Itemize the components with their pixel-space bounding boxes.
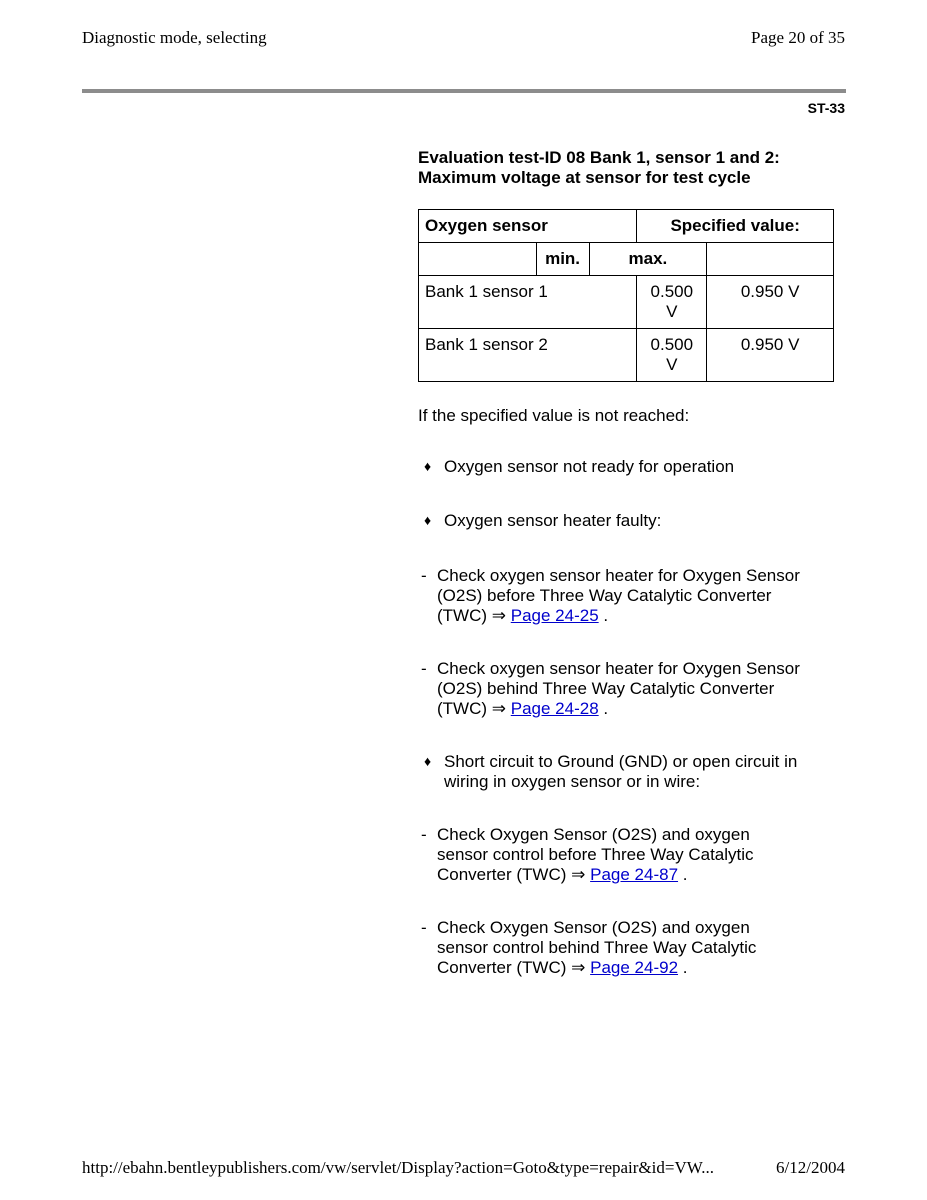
col-header-spec: Specified value: [637,210,834,243]
arrow-icon: ⇒ [491,606,507,625]
page-link[interactable]: Page 24-25 [510,606,599,625]
list-item: - Check Oxygen Sensor (O2S) and oxygen sensor control before Three Way Catalytic Converter (TWC) ⇒ Page 24-87 . [421,825,754,884]
list-item: - Check Oxygen Sensor (O2S) and oxygen sensor control behind Three Way Catalytic Converter (TWC) ⇒ Page 24-92 . [421,918,757,977]
dash-marker: - [421,918,427,937]
max-value: 0.950 V [707,329,834,382]
col-header-min: min. [536,243,589,276]
diamond-bullet-icon: ♦ [424,512,432,528]
list-item: ♦ Oxygen sensor not ready for operation [424,457,735,476]
diamond-bullet-icon: ♦ [424,753,432,769]
page-link[interactable]: Page 24-87 [590,865,679,884]
condition-note: If the specified value is not reached: [418,406,690,425]
dash-marker: - [421,566,427,585]
empty-cell [707,243,834,276]
dash-marker: - [421,659,427,678]
list-item: - Check oxygen sensor heater for Oxygen Sensor (O2S) behind Three Way Catalytic Converter (TWC) ⇒ Page 24-28 . [421,659,800,718]
section-code: ST-33 [807,100,845,116]
footer-date: 6/12/2004 [776,1158,845,1177]
page-number: Page 20 of 35 [751,28,845,47]
page-link[interactable]: Page 24-28 [510,699,599,718]
page-header-title: Diagnostic mode, selecting [82,28,267,47]
sensor-name: Bank 1 sensor 2 [419,329,637,382]
list-item: ♦ Oxygen sensor heater faulty: [424,511,662,530]
header-divider [82,89,846,93]
table-row [419,276,834,329]
title-line-1: Evaluation test-ID 08 Bank 1, sensor 1 and 2: [418,148,780,167]
table-header-row [419,210,834,243]
min-value: 0.500 V [637,329,707,382]
sensor-name: Bank 1 sensor 1 [419,276,637,329]
col-header-max: max. [589,243,707,276]
diamond-bullet-icon: ♦ [424,458,432,474]
spec-table [418,209,834,382]
min-value: 0.500 V [637,276,707,329]
footer-url: http://ebahn.bentleypublishers.com/vw/servlet/Display?action=Goto&type=repair&id=VW... [82,1158,714,1177]
title-line-2: Maximum voltage at sensor for test cycle [418,168,751,187]
list-item: - Check oxygen sensor heater for Oxygen Sensor (O2S) before Three Way Catalytic Converter (TWC) ⇒ Page 24-25 . [421,566,800,625]
table-row [419,329,834,382]
arrow-icon: ⇒ [491,699,507,718]
dash-marker: - [421,825,427,844]
col-header-sensor: Oxygen sensor [419,210,637,243]
page-link[interactable]: Page 24-92 [590,958,679,977]
empty-cell [419,243,537,276]
table-subheader-row [419,243,834,276]
main-content [418,148,848,978]
section-title [418,148,848,188]
list-item: ♦ Short circuit to Ground (GND) or open circuit in wiring in oxygen sensor or in wire: [424,752,798,791]
arrow-icon: ⇒ [571,865,586,884]
max-value: 0.950 V [707,276,834,329]
arrow-icon: ⇒ [571,958,586,977]
